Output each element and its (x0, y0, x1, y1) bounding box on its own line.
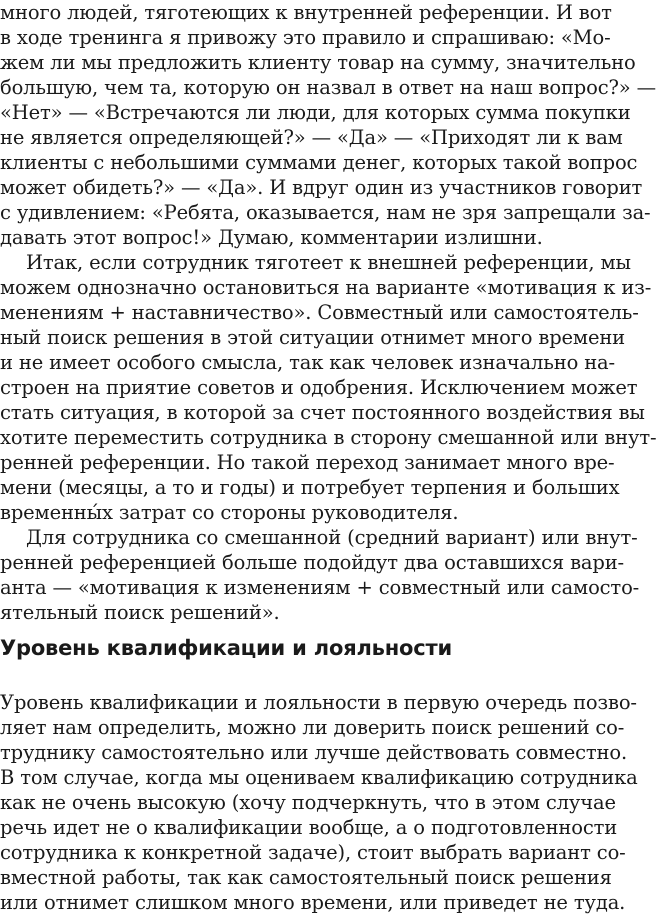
text-line: можем однозначно остановиться на варианте «мотивация к из- (0, 276, 652, 299)
text-line: в ходе тренинга я привожу это правило и спрашиваю: «Мо- (0, 26, 611, 49)
text-line: ный поиск решения в этой ситуации отнимет много времени (0, 326, 626, 349)
section-heading: Уровень квалификации и лояльности (0, 636, 453, 660)
text-line: стать ситуация, в которой за счет постоянного воздействия вы (0, 401, 645, 424)
text-line: как не очень высокую (хочу подчеркнуть, что в этом случае (0, 791, 616, 814)
text-line: Уровень квалификации и лояльности в первую очередь позво- (0, 691, 637, 714)
text-line: В том случае, когда мы оцениваем квалификацию сотрудника (0, 766, 638, 789)
text-line: труднику самостоятельно или лучше действовать совместно. (0, 741, 628, 764)
text-line: речь идет не о квалификации вообще, а о подготовленности (0, 816, 618, 839)
text-line: менениям + наставничество». Совместный или самостоятель- (0, 301, 639, 324)
text-line: клиенты с небольшими суммами денег, которых такой вопрос (0, 151, 638, 174)
text-line: большую, чем та, которую он назвал в ответ на наш вопрос?» — (0, 76, 656, 99)
text-line: вместной работы, так как самостоятельный поиск решения (0, 866, 612, 889)
text-line: ляет нам определить, можно ли доверить поиск решений со- (0, 716, 625, 739)
text-line: жем ли мы предложить клиенту товар на сумму, значительно (0, 51, 636, 74)
text-line: или отнимет слишком много времени, или приведет не туда. (0, 891, 626, 914)
text-line: давать этот вопрос!» Думаю, комментарии излишни. (0, 226, 543, 249)
text-line: Итак, если сотрудник тяготеет к внешней референции, мы (26, 251, 631, 274)
text-line: с удивлением: «Ребята, оказывается, нам не зря запрещали за- (0, 201, 651, 224)
text-line: не является определяющей?» — «Да» — «Приходят ли к вам (0, 126, 623, 149)
text-line: ренней референцией больше подойдут два оставшихся вари- (0, 551, 624, 574)
text-line: сотрудника к конкретной задаче), стоит выбрать вариант со- (0, 841, 626, 864)
text-line: мени (месяцы, а то и годы) и потребует терпения и больших (0, 476, 620, 499)
text-line: может обидеть?» — «Да». И вдруг один из участников говорит (0, 176, 643, 199)
text-line: ятельный поиск решений». (0, 601, 280, 624)
text-line: ренней референции. Но такой переход занимает много вре- (0, 451, 615, 474)
text-line: много людей, тяготеющих к внутренней референции. И вот (0, 1, 612, 24)
text-line: «Нет» — «Встречаются ли люди, для которых сумма покупки (0, 101, 631, 124)
text-line: временны́х затрат со стороны руководителя. (0, 501, 459, 524)
text-line: хотите переместить сотрудника в сторону смешанной или внут- (0, 426, 656, 449)
text-line: анта — «мотивация к изменениям + совместный или самосто- (0, 576, 640, 599)
text-line: строен на приятие советов и одобрения. Исключением может (0, 376, 638, 399)
text-line: Для сотрудника со смешанной (средний вариант) или внут- (26, 526, 638, 549)
text-line: и не имеет особого смысла, так как человек изначально на- (0, 351, 615, 374)
